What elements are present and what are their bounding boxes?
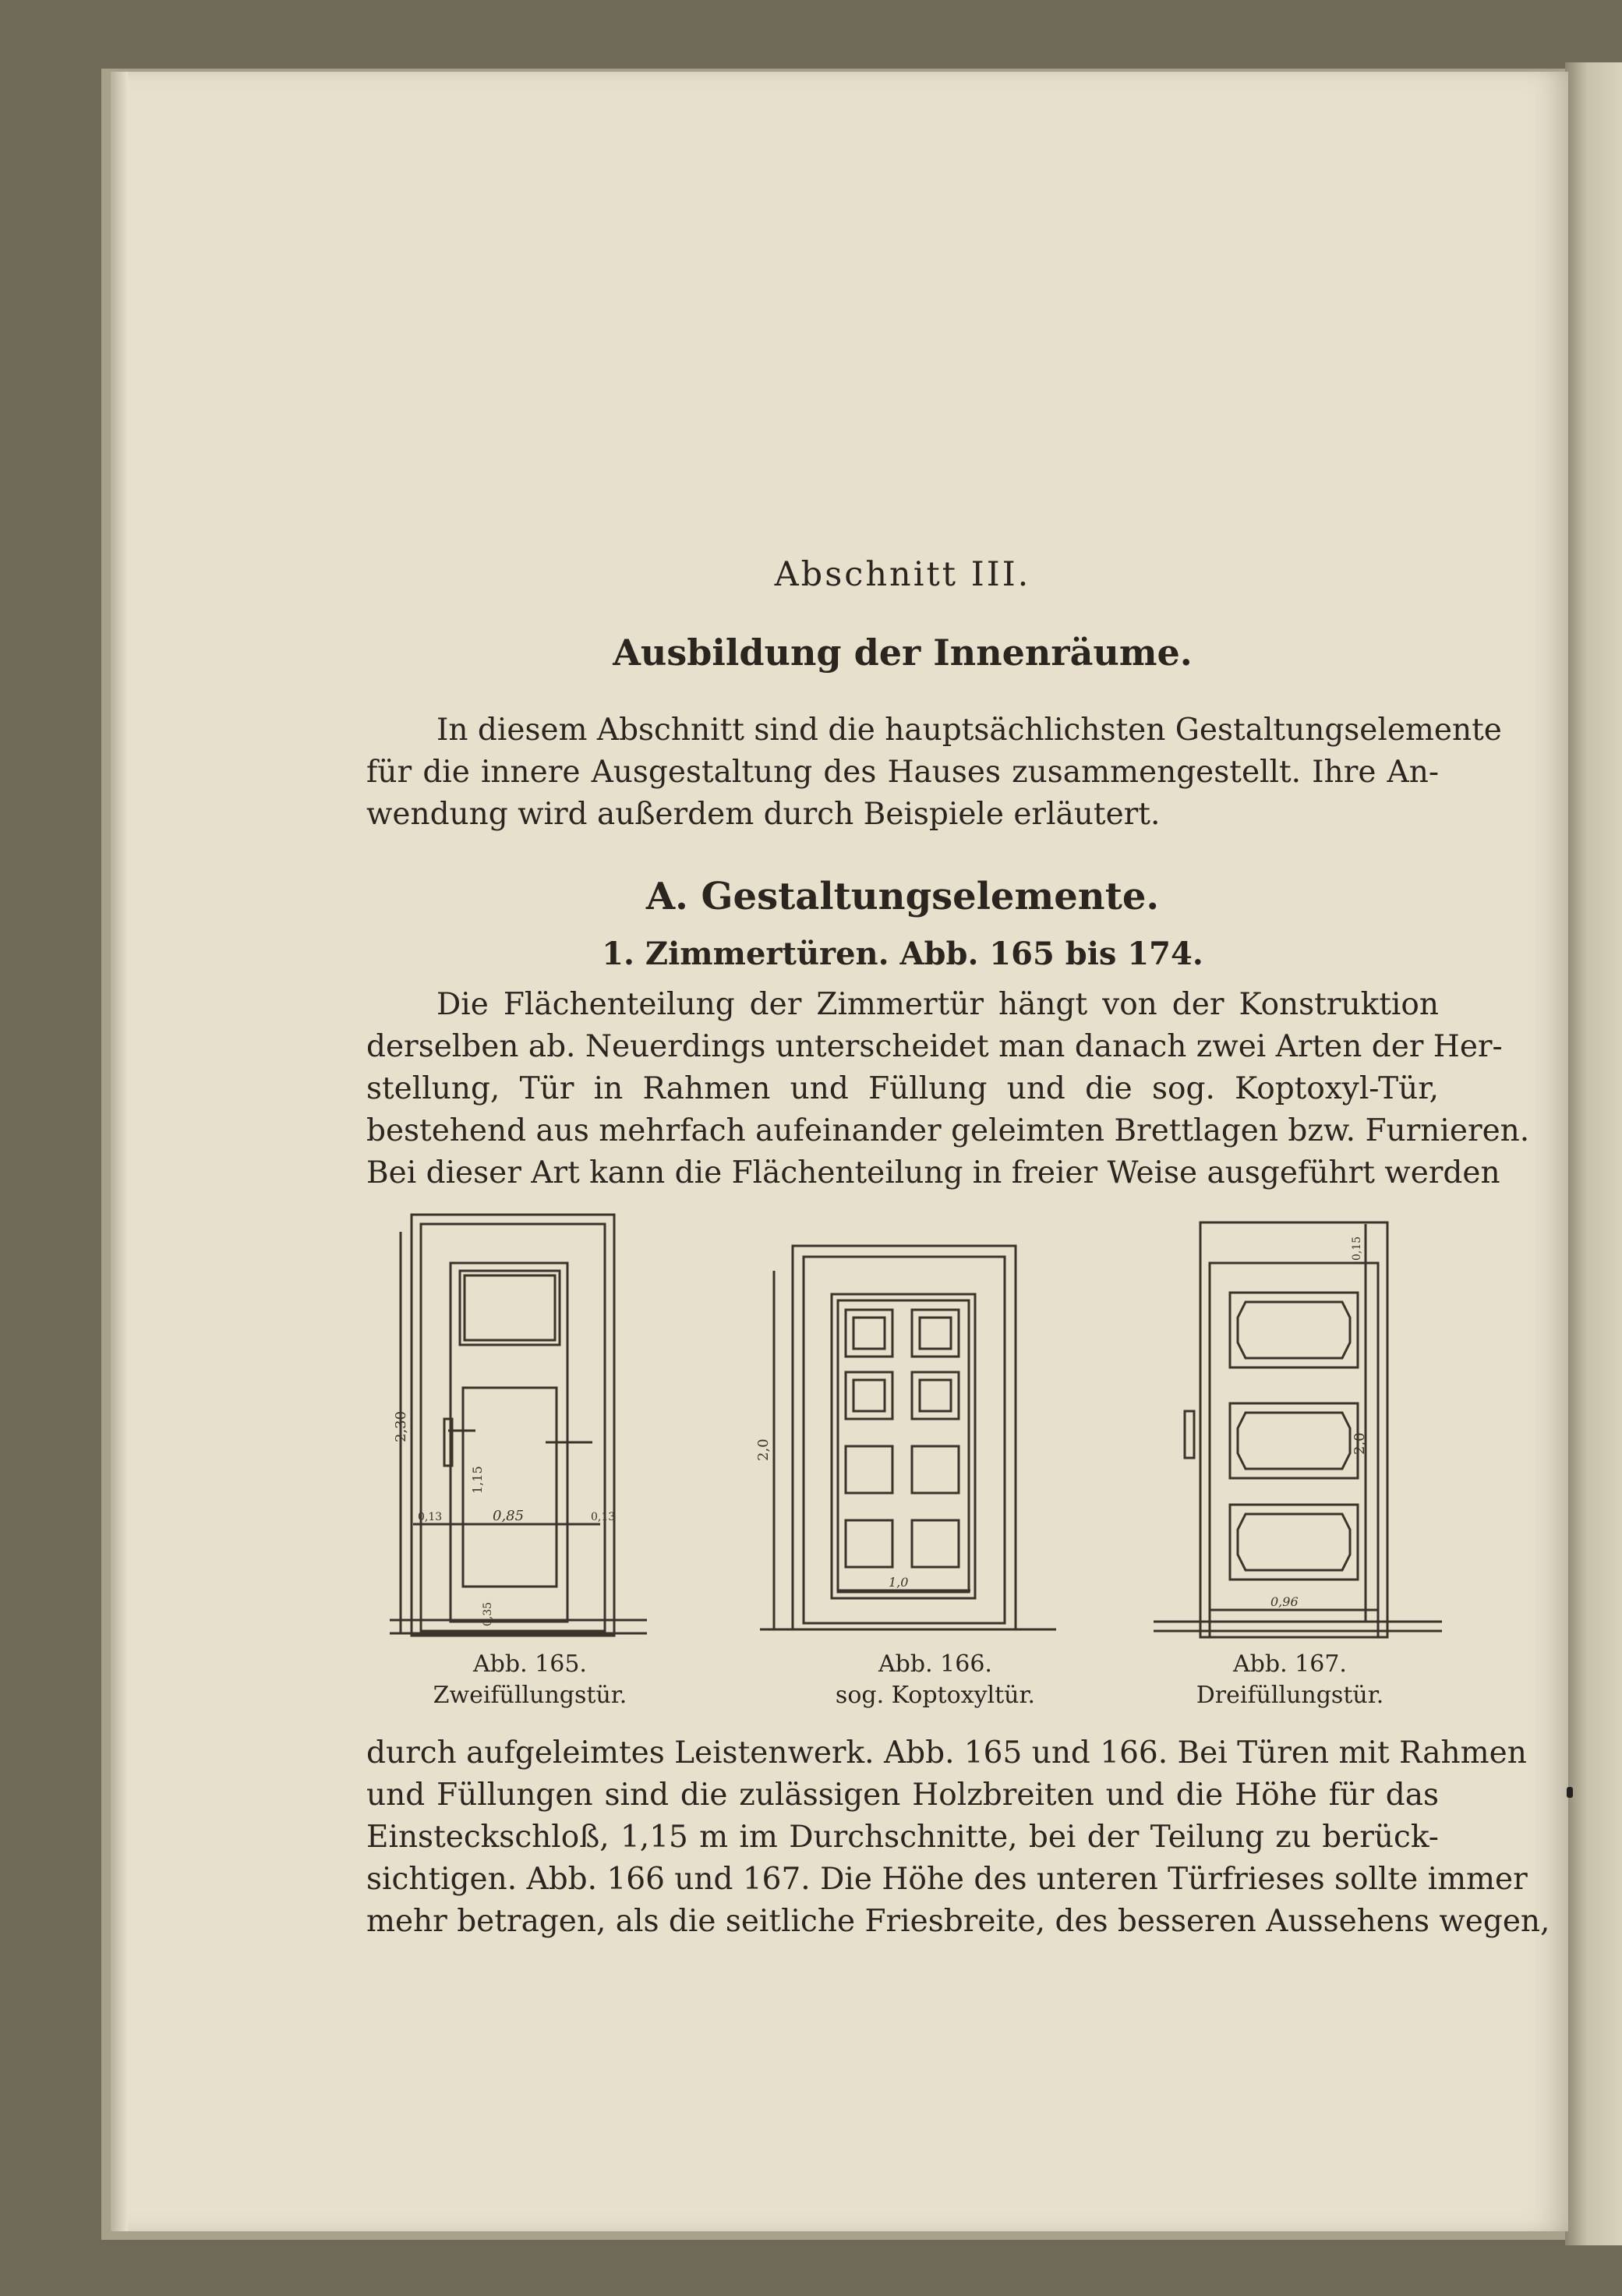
dim-label: 0,85 [493, 1508, 525, 1524]
figure-166-caption [779, 1649, 1091, 1711]
paragraph-line: und Füllungen sind die zulässigen Holzbreiten und die Höhe für das [366, 1778, 1439, 1813]
ink-mark [1567, 1787, 1573, 1798]
paragraph-line: durch aufgeleimtes Leistenwerk. Abb. 165 und 166. Bei Türen mit Rahmen [366, 1735, 1527, 1771]
paragraph-1 [366, 984, 1530, 1194]
figure-166-door-drawing [755, 1240, 1056, 1637]
intro-paragraph [366, 709, 1502, 836]
dim-label: 0,15 [1351, 1236, 1363, 1261]
item-title: 1. Zimmertüren. Abb. 165 bis 174. [602, 936, 1203, 972]
figure-165-door-drawing [390, 1208, 647, 1645]
section-label: Abschnitt III. [774, 555, 1031, 594]
paragraph-line: derselben ab. Neuerdings unterscheidet man danach zwei Arten der Her- [366, 1029, 1503, 1064]
section-title: Ausbildung der Innenräume. [613, 631, 1193, 674]
figure-number: Abb. 165. [473, 1650, 587, 1678]
dim-label: 0,96 [1270, 1594, 1299, 1609]
paragraph-line: Die Flächenteilung der Zimmertür hängt von der Konstruktion [436, 987, 1439, 1022]
dim-label: 2,0 [755, 1438, 772, 1461]
paragraph-line: sichtigen. Abb. 166 und 167. Die Höhe des unteren Türfrieses sollte immer [366, 1862, 1528, 1897]
page-gutter-shadow [111, 72, 128, 2231]
intro-line: In diesem Abschnitt sind die hauptsächlichsten Gestaltungselemente [436, 713, 1502, 748]
figure-number: Abb. 166. [878, 1650, 992, 1678]
dim-label: 1,0 [889, 1575, 909, 1590]
dim-label: 1,15 [470, 1466, 485, 1494]
figure-title: Dreifüllungstür. [1196, 1682, 1384, 1709]
paragraph-line: Einsteckschloß, 1,15 m im Durchschnitte, bei der Teilung zu berück- [366, 1820, 1439, 1855]
paragraph-2 [366, 1732, 1550, 1943]
figure-167-caption [1134, 1649, 1446, 1711]
figure-title: sog. Koptoxyltür. [835, 1682, 1036, 1709]
facing-page-edge [1565, 62, 1622, 2245]
dim-label: 0,13 [591, 1511, 616, 1523]
figure-title: Zweifüllungstür. [433, 1682, 627, 1709]
dim-label: 2,0 [1352, 1432, 1368, 1455]
dim-label: 0,35 [482, 1601, 494, 1626]
paragraph-line: stellung, Tür in Rahmen und Füllung und die sog. Koptoxyl-Tür, [366, 1071, 1439, 1106]
subsection-title: A. Gestaltungselemente. [645, 875, 1160, 918]
paragraph-line: Bei dieser Art kann die Flächenteilung in freier Weise ausgeführt werden [366, 1155, 1500, 1190]
intro-line: wendung wird außerdem durch Beispiele erläutert. [366, 797, 1161, 832]
dim-label: 0,13 [418, 1511, 443, 1523]
paragraph-line: bestehend aus mehrfach aufeinander geleimten Brettlagen bzw. Furnieren. [366, 1113, 1530, 1148]
figure-167-door-drawing [1154, 1216, 1442, 1641]
figure-number: Abb. 167. [1233, 1650, 1347, 1678]
intro-line: für die innere Ausgestaltung des Hauses zusammengestellt. Ihre An- [366, 755, 1439, 790]
dim-label: 2,30 [393, 1410, 409, 1442]
paragraph-line: mehr betragen, als die seitliche Friesbreite, des besseren Aussehens wegen, [366, 1904, 1550, 1939]
figure-165-caption [374, 1649, 686, 1711]
